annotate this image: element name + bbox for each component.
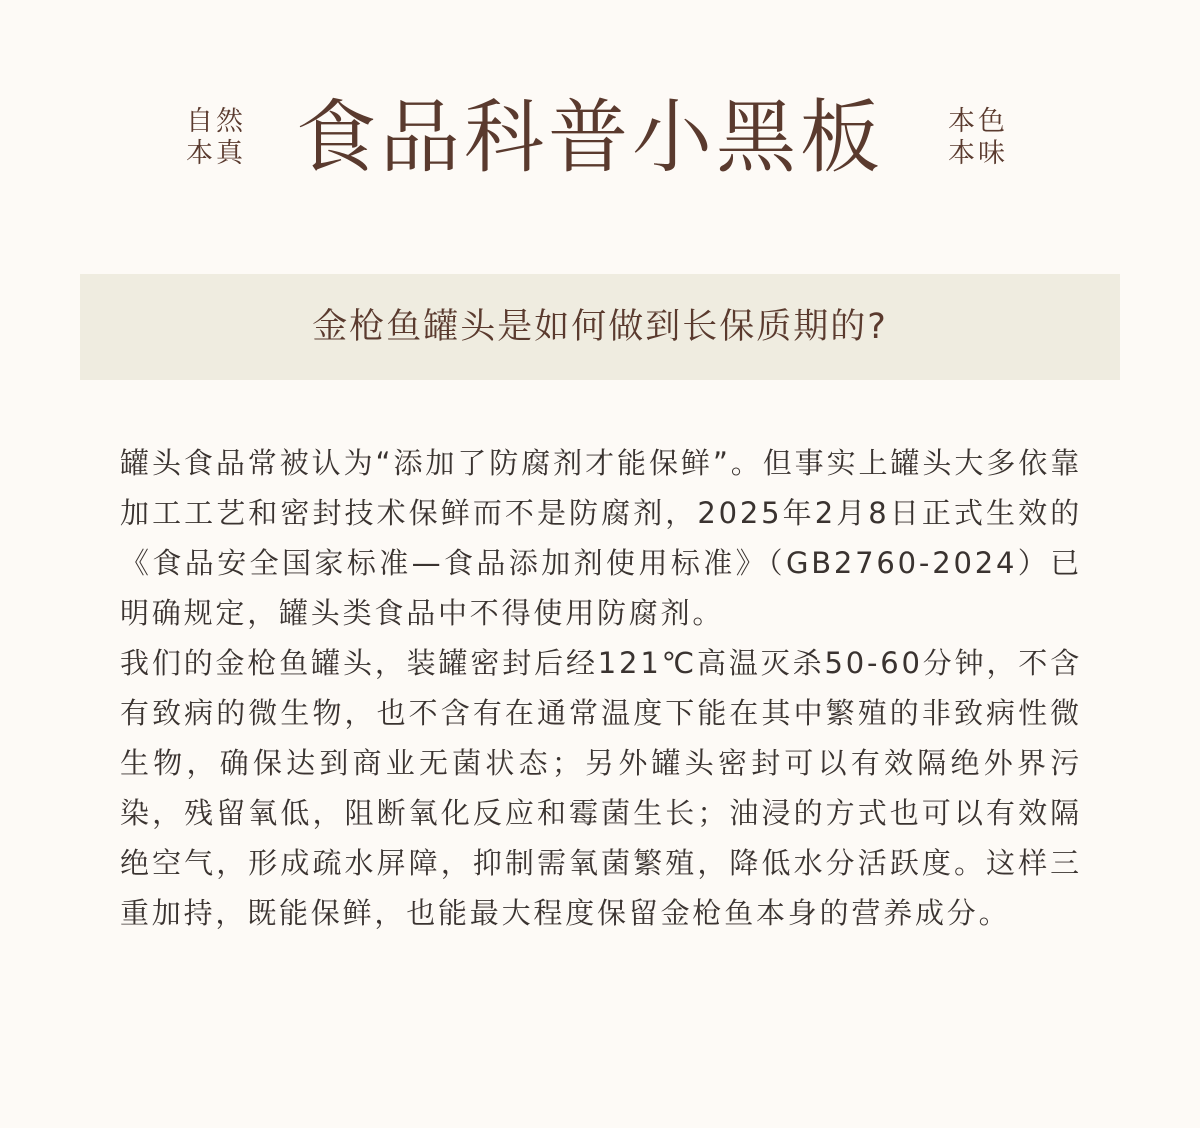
page-title: 食品科普小黑板 bbox=[296, 91, 884, 184]
question-banner bbox=[80, 274, 1120, 380]
slogan-left-line1: 自然 bbox=[186, 106, 246, 137]
slogan-left-line2: 本真 bbox=[186, 138, 246, 169]
paragraph-preservatives: 罐头食品常被认为“添加了防腐剂才能保鲜”。但事实上罐头大多依靠加工工艺和密封技术保鲜而不是防腐剂，2025年2月8日正式生效的《食品安全国家标准—食品添加剂使用标准》（GB2760-2024）已明确规定，罐头类食品中不得使用防腐剂。 bbox=[120, 446, 1082, 630]
slogan-left bbox=[186, 106, 246, 170]
slogan-right-line1: 本色 bbox=[948, 106, 1008, 137]
article-body bbox=[120, 438, 1082, 938]
paragraph-process: 我们的金枪鱼罐头，装罐密封后经121℃高温灭杀50-60分钟，不含有致病的微生物，也不含有在通常温度下能在其中繁殖的非致病性微生物，确保达到商业无菌状态；另外罐头密封可以有效隔绝外界污染，残留氧低，阻断氧化反应和霉菌生长；油浸的方式也可以有效隔绝空气，形成疏水屏障，抑制需氧菌繁殖，降低水分活跃度。这样三重加持，既能保鲜，也能最大程度保留金枪鱼本身的营养成分。 bbox=[120, 646, 1082, 930]
question-heading: 金枪鱼罐头是如何做到长保质期的? bbox=[312, 307, 888, 347]
slogan-right-line2: 本味 bbox=[948, 138, 1008, 169]
slogan-right bbox=[948, 106, 1008, 170]
page-header bbox=[0, 80, 1200, 200]
